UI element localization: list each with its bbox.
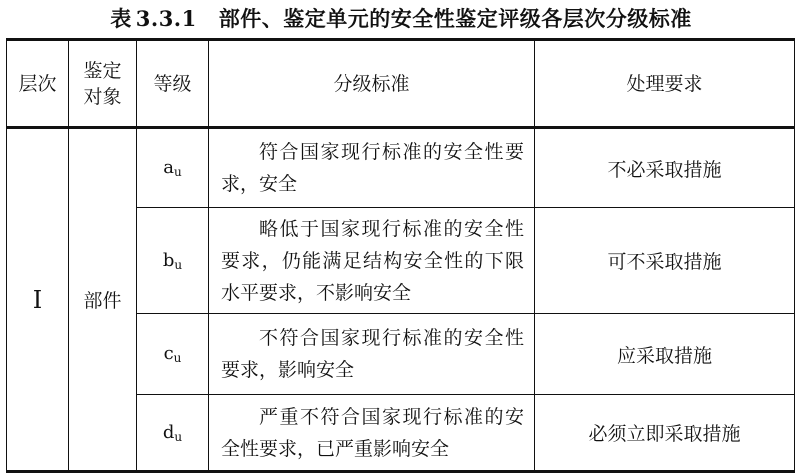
criteria-cell	[209, 395, 535, 472]
grade-letter: a	[163, 157, 174, 178]
header-object	[69, 40, 137, 128]
criteria-cell	[209, 208, 535, 314]
requirement-cell: 可不采取措施	[535, 208, 795, 314]
grade-subscript: u	[174, 257, 183, 272]
requirement-cell: 应采取措施	[535, 314, 795, 395]
criteria-text: 严重不符合国家现行标准的安全性要求，已严重影响安全	[221, 405, 524, 460]
grade-cell	[137, 128, 209, 208]
grade-subscript: u	[173, 351, 182, 365]
requirement-cell: 必须立即采取措施	[535, 395, 795, 472]
grade-letter: d	[162, 421, 175, 443]
table-row-au	[7, 128, 795, 208]
object-cell: 部件	[69, 128, 137, 472]
criteria-cell	[209, 314, 535, 395]
header-object-line2: 对象	[83, 85, 122, 108]
header-level: 层次	[7, 40, 69, 128]
requirement-cell: 不必采取措施	[535, 128, 795, 208]
table-title-number: 3.3.1	[135, 6, 197, 31]
grade-cell	[137, 314, 209, 395]
table-title	[0, 4, 802, 34]
header-object-line1: 鉴定	[83, 59, 122, 82]
level-cell: Ⅰ	[7, 128, 69, 472]
header-requirement: 处理要求	[535, 40, 795, 128]
header-criteria: 分级标准	[209, 40, 535, 128]
grade-cell	[137, 395, 209, 472]
grade-subscript: u	[174, 165, 182, 179]
grade-letter: c	[163, 343, 174, 364]
grading-standard-table	[6, 38, 795, 473]
grade-letter: b	[162, 249, 175, 271]
criteria-cell	[209, 128, 535, 208]
grade-subscript: u	[174, 429, 183, 444]
grade-cell	[137, 208, 209, 314]
criteria-text: 略低于国家现行标准的安全性要求，仍能满足结构安全性的下限水平要求，不影响安全	[221, 217, 524, 304]
table-title-text: 部件、鉴定单元的安全性鉴定评级各层次分级标准	[218, 7, 692, 31]
header-row	[7, 40, 795, 128]
table-title-label: 表	[110, 7, 132, 31]
criteria-text: 符合国家现行标准的安全性要求，安全	[221, 141, 524, 195]
criteria-text: 不符合国家现行标准的安全性要求，影响安全	[221, 327, 524, 381]
header-grade: 等级	[137, 40, 209, 128]
